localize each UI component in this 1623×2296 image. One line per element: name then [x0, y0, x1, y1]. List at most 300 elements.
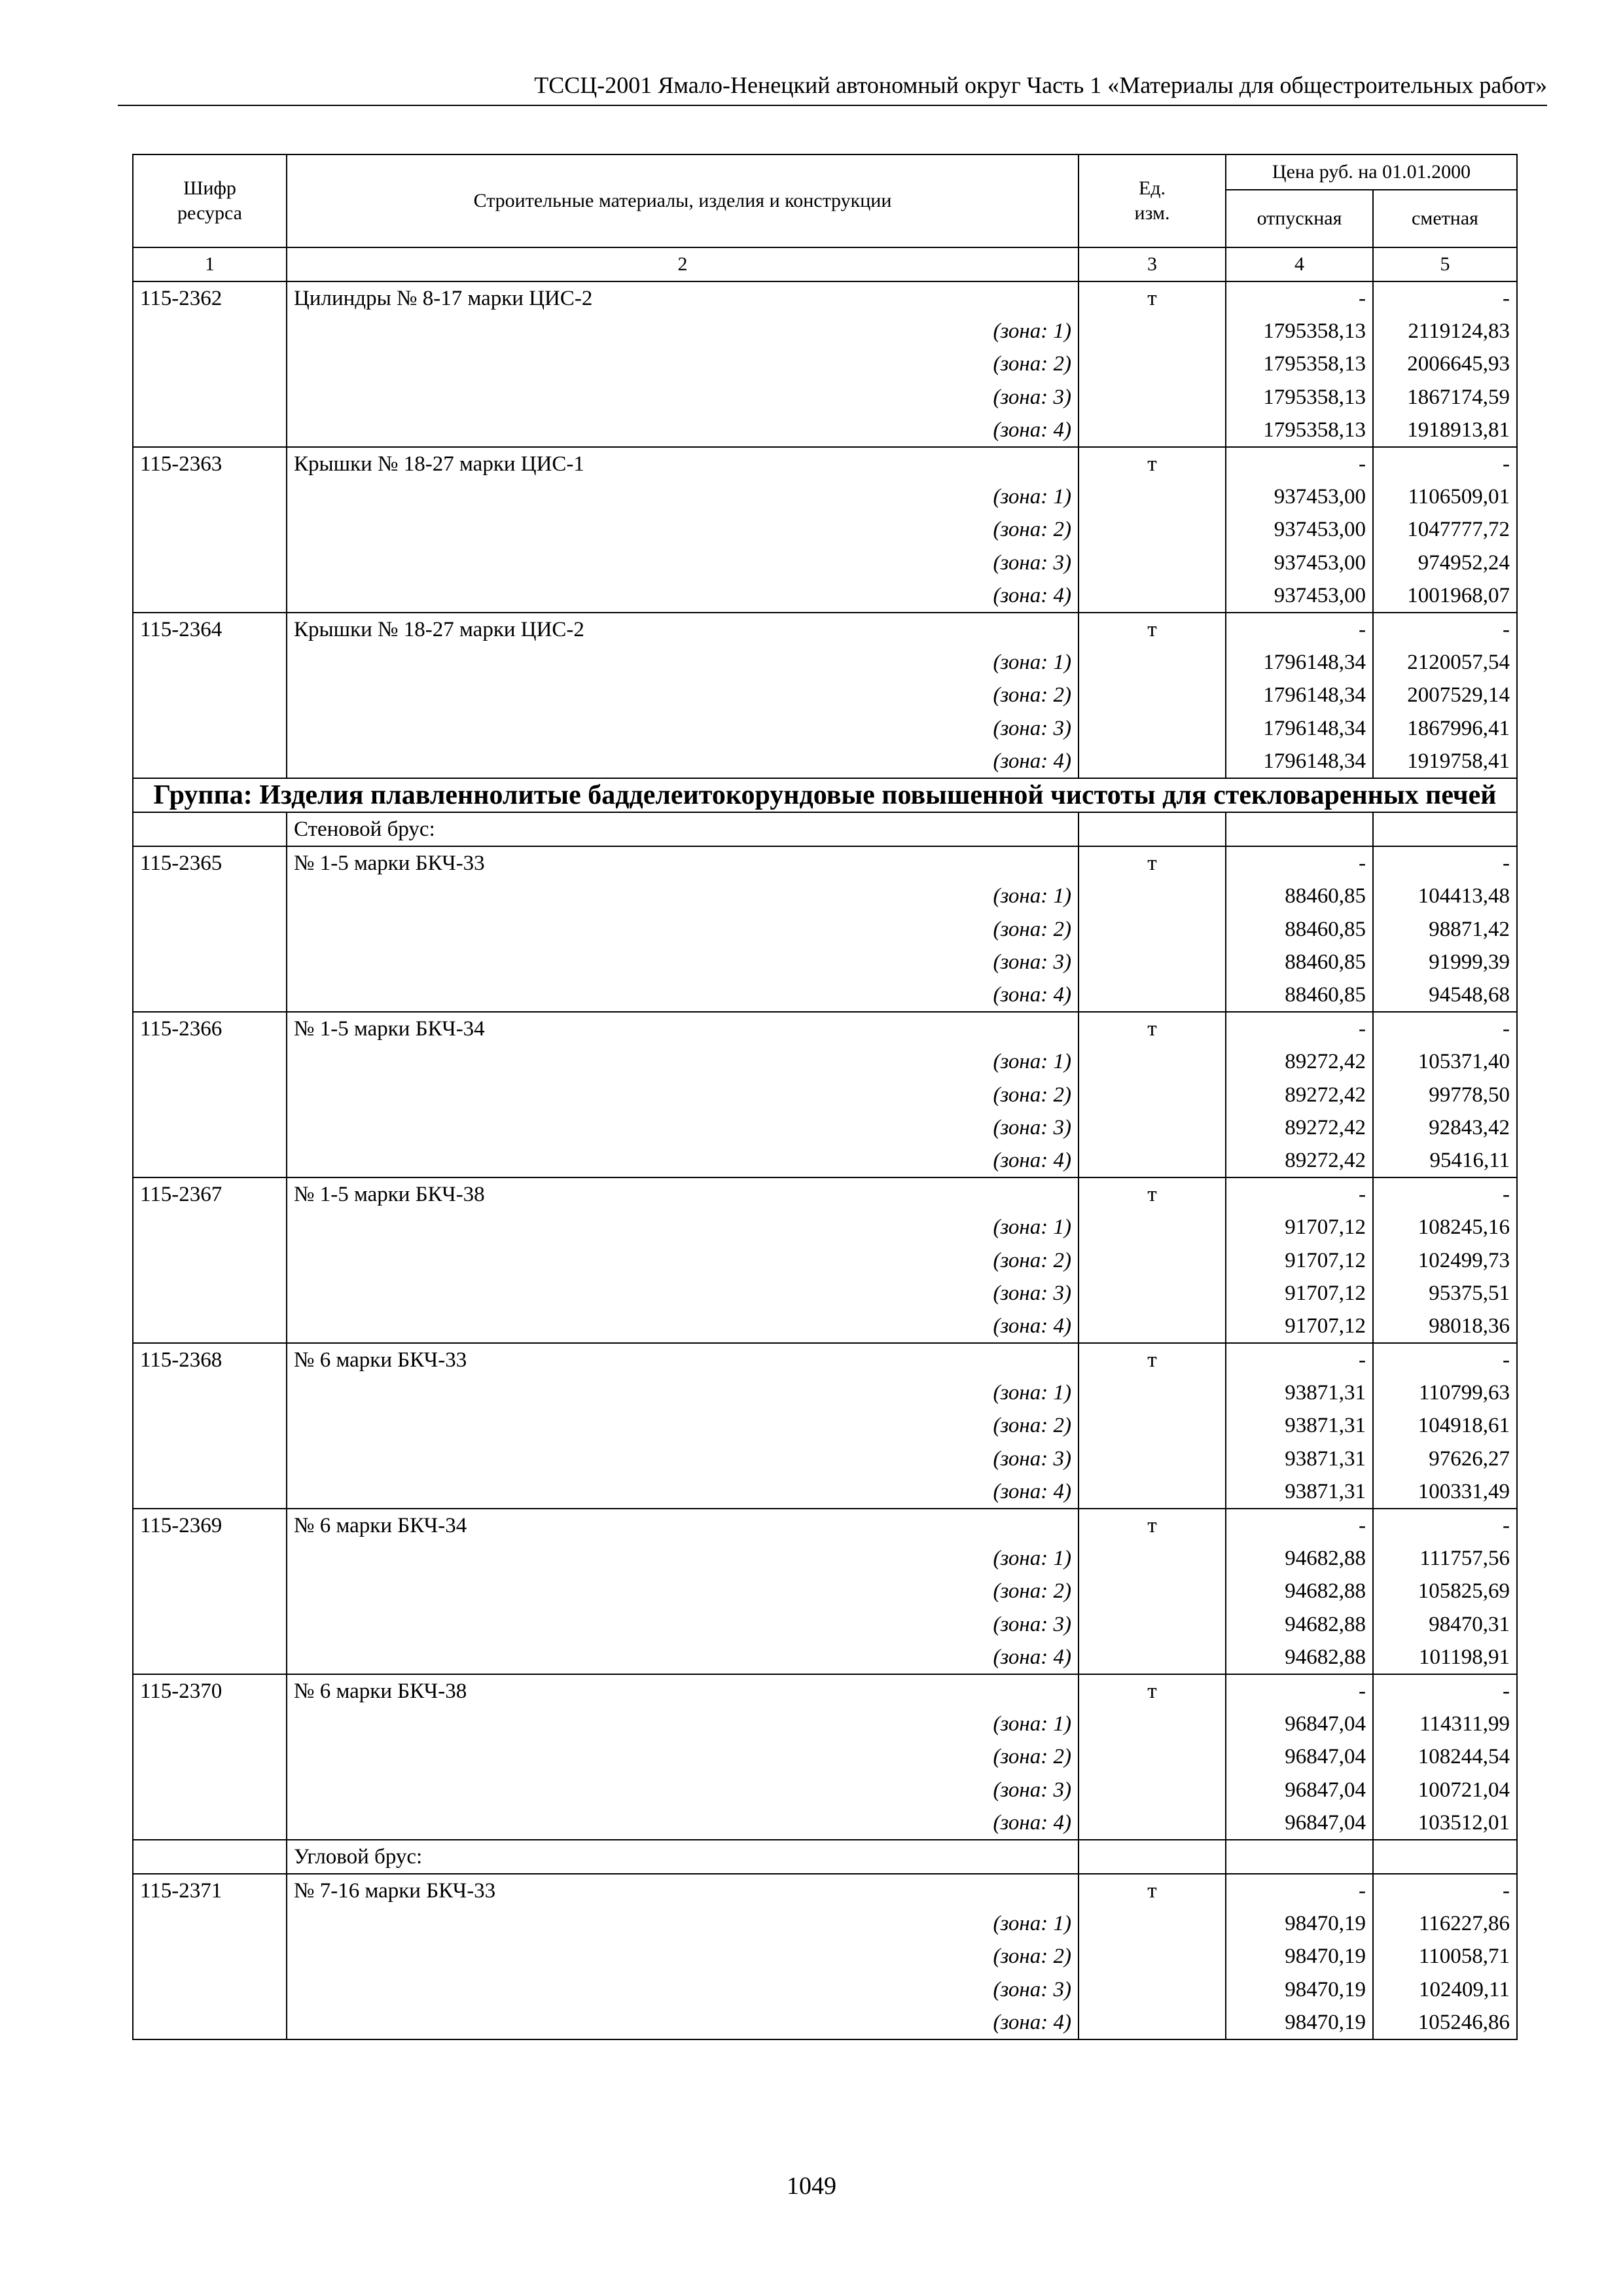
estimate-price: 1001968,07: [1373, 579, 1517, 613]
column-number: 5: [1373, 247, 1517, 281]
empty-cell: [133, 348, 287, 380]
empty-cell: [133, 1376, 287, 1409]
material-name: № 1-5 марки БКЧ-33: [287, 846, 1079, 880]
estimate-price: 2007529,14: [1373, 679, 1517, 711]
empty-cell: [1079, 1376, 1226, 1409]
resource-code: 115-2362: [133, 281, 287, 315]
zone-label: (зона: 3): [287, 711, 1079, 744]
subheading-wall: Стеновой брус:: [287, 812, 1079, 846]
release-price: 1795358,13: [1226, 315, 1373, 348]
zone-row: [133, 711, 1517, 744]
empty-cell: [133, 946, 287, 978]
estimate-price: 101198,91: [1373, 1641, 1517, 1674]
empty-cell: [1079, 1079, 1226, 1111]
resource-code: 115-2370: [133, 1674, 287, 1708]
release-price: 98470,19: [1226, 1907, 1373, 1940]
empty-cell: [133, 880, 287, 912]
resource-code: 115-2364: [133, 613, 287, 646]
zone-row: [133, 1608, 1517, 1641]
table-row: [133, 613, 1517, 646]
release-price: 89272,42: [1226, 1079, 1373, 1111]
zone-label: (зона: 3): [287, 1277, 1079, 1310]
zone-label: (зона: 4): [287, 1475, 1079, 1509]
zone-label: (зона: 2): [287, 348, 1079, 380]
zone-row: [133, 1575, 1517, 1607]
empty-cell: [1079, 913, 1226, 946]
subheading-row: [133, 812, 1517, 846]
resource-code: 115-2366: [133, 1012, 287, 1045]
zone-label: (зона: 3): [287, 1608, 1079, 1641]
zone-row: [133, 513, 1517, 546]
estimate-price: 110058,71: [1373, 1940, 1517, 1973]
empty-cell: [1079, 1773, 1226, 1806]
release-price: 89272,42: [1226, 1111, 1373, 1144]
column-number: 4: [1226, 247, 1373, 281]
estimate-price: -: [1373, 1874, 1517, 1907]
zone-row: [133, 1376, 1517, 1409]
estimate-price: 91999,39: [1373, 946, 1517, 978]
material-name: № 7-16 марки БКЧ-33: [287, 1874, 1079, 1907]
empty-cell: [1079, 1806, 1226, 1840]
estimate-price: 104918,61: [1373, 1409, 1517, 1442]
empty-cell: [1079, 547, 1226, 579]
zone-label: (зона: 4): [287, 1641, 1079, 1674]
empty-cell: [1079, 480, 1226, 513]
empty-cell: [1079, 1708, 1226, 1740]
estimate-price: -: [1373, 1509, 1517, 1542]
release-price: 96847,04: [1226, 1773, 1373, 1806]
zone-label: (зона: 2): [287, 1079, 1079, 1111]
material-name: № 6 марки БКЧ-38: [287, 1674, 1079, 1708]
empty-cell: [1079, 1244, 1226, 1276]
empty-cell: [133, 1973, 287, 2006]
zone-row: [133, 1773, 1517, 1806]
estimate-price: 2006645,93: [1373, 348, 1517, 380]
table-row: [133, 1343, 1517, 1376]
empty-cell: [1079, 1475, 1226, 1509]
zone-row: [133, 1079, 1517, 1111]
zone-row: [133, 646, 1517, 679]
empty-cell: [1079, 880, 1226, 912]
estimate-price: 2120057,54: [1373, 646, 1517, 679]
zone-row: [133, 1244, 1517, 1276]
estimate-price: 1867174,59: [1373, 381, 1517, 414]
release-price: 93871,31: [1226, 1376, 1373, 1409]
material-name: № 6 марки БКЧ-33: [287, 1343, 1079, 1376]
zone-row: [133, 348, 1517, 380]
zone-row: [133, 1542, 1517, 1575]
header-unit: Ед. изм.: [1079, 154, 1226, 247]
release-price: 91707,12: [1226, 1211, 1373, 1244]
header-estimate: сметная: [1373, 190, 1517, 247]
estimate-price: -: [1373, 846, 1517, 880]
estimate-price: 1918913,81: [1373, 414, 1517, 447]
zone-label: (зона: 1): [287, 480, 1079, 513]
header-code: Шифр ресурса: [133, 154, 287, 247]
empty-cell: [1079, 745, 1226, 778]
header-rule: [118, 105, 1547, 106]
estimate-price: 110799,63: [1373, 1376, 1517, 1409]
release-price: 88460,85: [1226, 880, 1373, 912]
empty-cell: [1079, 1409, 1226, 1442]
empty-cell: [133, 1608, 287, 1641]
estimate-price: 97626,27: [1373, 1443, 1517, 1475]
empty-cell: [133, 1475, 287, 1509]
release-price: 94682,88: [1226, 1575, 1373, 1607]
estimate-price: 1867996,41: [1373, 711, 1517, 744]
zone-label: (зона: 4): [287, 414, 1079, 447]
zone-label: (зона: 2): [287, 1740, 1079, 1773]
empty-cell: [1079, 646, 1226, 679]
estimate-price: 94548,68: [1373, 978, 1517, 1012]
release-price: 88460,85: [1226, 913, 1373, 946]
zone-row: [133, 1111, 1517, 1144]
table-row: [133, 281, 1517, 315]
material-name: Цилиндры № 8-17 марки ЦИС-2: [287, 281, 1079, 315]
zone-label: (зона: 2): [287, 1575, 1079, 1607]
empty-cell: [1079, 1045, 1226, 1078]
zone-label: (зона: 3): [287, 1773, 1079, 1806]
zone-label: (зона: 1): [287, 1211, 1079, 1244]
empty-cell: [1079, 2006, 1226, 2039]
zone-label: (зона: 2): [287, 913, 1079, 946]
estimate-price: 98470,31: [1373, 1608, 1517, 1641]
zone-label: (зона: 4): [287, 2006, 1079, 2039]
release-price: 1795358,13: [1226, 348, 1373, 380]
zone-row: [133, 1409, 1517, 1442]
table-body-cylinders: [133, 281, 1517, 778]
estimate-price: 1106509,01: [1373, 480, 1517, 513]
empty-cell: [1079, 978, 1226, 1012]
empty-cell: [1079, 579, 1226, 613]
empty-cell: [133, 745, 287, 778]
zone-label: (зона: 1): [287, 1542, 1079, 1575]
release-price: -: [1226, 1674, 1373, 1708]
column-numbers-row: [133, 247, 1517, 281]
zone-label: (зона: 4): [287, 745, 1079, 778]
table-body-wall: [133, 846, 1517, 1840]
empty-cell: [133, 1111, 287, 1144]
table-row: [133, 1674, 1517, 1708]
estimate-price: -: [1373, 1012, 1517, 1045]
zone-label: (зона: 3): [287, 1973, 1079, 2006]
zone-label: (зона: 1): [287, 1907, 1079, 1940]
release-price: 937453,00: [1226, 513, 1373, 546]
empty-cell: [133, 1443, 287, 1475]
release-price: -: [1226, 1343, 1373, 1376]
estimate-price: 2119124,83: [1373, 315, 1517, 348]
empty-cell: [1079, 513, 1226, 546]
release-price: -: [1226, 281, 1373, 315]
unit-cell: т: [1079, 846, 1226, 880]
empty-cell: [133, 381, 287, 414]
unit-cell: т: [1079, 281, 1226, 315]
estimate-price: -: [1373, 613, 1517, 646]
table-row: [133, 1509, 1517, 1542]
release-price: 96847,04: [1226, 1708, 1373, 1740]
zone-row: [133, 414, 1517, 447]
table-row: [133, 447, 1517, 480]
empty-cell: [133, 1045, 287, 1078]
release-price: -: [1226, 1509, 1373, 1542]
empty-cell: [133, 1244, 287, 1276]
material-name: № 1-5 марки БКЧ-38: [287, 1177, 1079, 1211]
release-price: 94682,88: [1226, 1641, 1373, 1674]
group-heading-row: [133, 778, 1517, 812]
empty-cell: [133, 1806, 287, 1840]
column-number: 2: [287, 247, 1079, 281]
zone-row: [133, 1310, 1517, 1343]
page-number: 1049: [787, 2172, 836, 2200]
empty-cell: [133, 646, 287, 679]
zone-row: [133, 1144, 1517, 1177]
table-row: [133, 1874, 1517, 1907]
release-price: -: [1226, 1874, 1373, 1907]
empty-cell: [1079, 711, 1226, 744]
zone-row: [133, 1907, 1517, 1940]
release-price: 937453,00: [1226, 579, 1373, 613]
resource-code: 115-2369: [133, 1509, 287, 1542]
empty-cell: [1079, 1740, 1226, 1773]
material-name: № 6 марки БКЧ-34: [287, 1509, 1079, 1542]
estimate-price: 105246,86: [1373, 2006, 1517, 2039]
estimate-price: 105371,40: [1373, 1045, 1517, 1078]
empty-cell: [1079, 946, 1226, 978]
release-price: 88460,85: [1226, 978, 1373, 1012]
estimate-price: 98871,42: [1373, 913, 1517, 946]
release-price: 1796148,34: [1226, 711, 1373, 744]
resource-code: 115-2363: [133, 447, 287, 480]
release-price: 1795358,13: [1226, 381, 1373, 414]
zone-row: [133, 679, 1517, 711]
estimate-price: 974952,24: [1373, 547, 1517, 579]
zone-row: [133, 381, 1517, 414]
zone-label: (зона: 1): [287, 646, 1079, 679]
release-price: 89272,42: [1226, 1144, 1373, 1177]
estimate-price: -: [1373, 1343, 1517, 1376]
zone-label: (зона: 1): [287, 1045, 1079, 1078]
estimate-price: 104413,48: [1373, 880, 1517, 912]
estimate-price: 98018,36: [1373, 1310, 1517, 1343]
zone-row: [133, 1277, 1517, 1310]
empty-cell: [1079, 1575, 1226, 1607]
release-price: 93871,31: [1226, 1443, 1373, 1475]
empty-cell: [1079, 348, 1226, 380]
estimate-price: -: [1373, 281, 1517, 315]
zone-label: (зона: 1): [287, 1376, 1079, 1409]
release-price: 98470,19: [1226, 2006, 1373, 2039]
release-price: 937453,00: [1226, 480, 1373, 513]
column-number: 1: [133, 247, 287, 281]
estimate-price: 108245,16: [1373, 1211, 1517, 1244]
zone-label: (зона: 4): [287, 579, 1079, 613]
header-price: Цена руб. на 01.01.2000: [1226, 154, 1517, 190]
zone-label: (зона: 3): [287, 381, 1079, 414]
unit-cell: т: [1079, 1674, 1226, 1708]
estimate-price: 1919758,41: [1373, 745, 1517, 778]
estimate-price: -: [1373, 1674, 1517, 1708]
group-title: Группа: Изделия плавленнолитые бадделеитокорундовые повышенной чистоты для стекловаренных печей: [133, 778, 1517, 812]
zone-row: [133, 1211, 1517, 1244]
empty-cell: [1079, 381, 1226, 414]
release-price: 93871,31: [1226, 1475, 1373, 1509]
table-row: [133, 1177, 1517, 1211]
table-row: [133, 1012, 1517, 1045]
zone-label: (зона: 1): [287, 880, 1079, 912]
estimate-price: 103512,01: [1373, 1806, 1517, 1840]
zone-label: (зона: 3): [287, 946, 1079, 978]
zone-label: (зона: 2): [287, 679, 1079, 711]
empty-cell: [133, 2006, 287, 2039]
zone-row: [133, 315, 1517, 348]
subheading-row: [133, 1840, 1517, 1874]
release-price: 98470,19: [1226, 1973, 1373, 2006]
zone-row: [133, 547, 1517, 579]
material-name: Крышки № 18-27 марки ЦИС-1: [287, 447, 1079, 480]
empty-cell: [133, 547, 287, 579]
group-section: [133, 778, 1517, 846]
zone-row: [133, 1740, 1517, 1773]
empty-cell: [133, 1409, 287, 1442]
unit-cell: т: [1079, 1177, 1226, 1211]
release-price: 89272,42: [1226, 1045, 1373, 1078]
estimate-price: 1047777,72: [1373, 513, 1517, 546]
estimate-price: -: [1373, 447, 1517, 480]
release-price: 91707,12: [1226, 1277, 1373, 1310]
estimate-price: 102409,11: [1373, 1973, 1517, 2006]
empty-cell: [133, 1542, 287, 1575]
unit-cell: т: [1079, 1343, 1226, 1376]
zone-row: [133, 745, 1517, 778]
estimate-price: 100721,04: [1373, 1773, 1517, 1806]
zone-row: [133, 1806, 1517, 1840]
release-price: 91707,12: [1226, 1244, 1373, 1276]
table-header: [133, 154, 1517, 281]
estimate-price: 114311,99: [1373, 1708, 1517, 1740]
release-price: 1796148,34: [1226, 745, 1373, 778]
empty-cell: [1079, 1542, 1226, 1575]
empty-cell: [133, 1940, 287, 1973]
unit-cell: т: [1079, 1012, 1226, 1045]
release-price: 88460,85: [1226, 946, 1373, 978]
empty-cell: [1079, 1973, 1226, 2006]
zone-label: (зона: 2): [287, 1244, 1079, 1276]
empty-cell: [133, 1708, 287, 1740]
estimate-price: 116227,86: [1373, 1907, 1517, 1940]
release-price: -: [1226, 1177, 1373, 1211]
zone-row: [133, 880, 1517, 912]
empty-cell: [1079, 414, 1226, 447]
empty-cell: [133, 711, 287, 744]
zone-row: [133, 1940, 1517, 1973]
zone-label: (зона: 2): [287, 1940, 1079, 1973]
zone-label: (зона: 1): [287, 1708, 1079, 1740]
empty-cell: [133, 1907, 287, 1940]
empty-cell: [133, 315, 287, 348]
column-number: 3: [1079, 247, 1226, 281]
zone-row: [133, 579, 1517, 613]
empty-cell: [133, 1079, 287, 1111]
resource-code: 115-2365: [133, 846, 287, 880]
estimate-price: 108244,54: [1373, 1740, 1517, 1773]
empty-cell: [1079, 1443, 1226, 1475]
empty-cell: [1079, 1641, 1226, 1674]
empty-cell: [1079, 1211, 1226, 1244]
empty-cell: [1079, 1907, 1226, 1940]
material-name: № 1-5 марки БКЧ-34: [287, 1012, 1079, 1045]
empty-cell: [133, 1740, 287, 1773]
zone-label: (зона: 1): [287, 315, 1079, 348]
estimate-price: 100331,49: [1373, 1475, 1517, 1509]
release-price: 94682,88: [1226, 1542, 1373, 1575]
empty-cell: [133, 513, 287, 546]
empty-cell: [133, 1277, 287, 1310]
estimate-price: 95375,51: [1373, 1277, 1517, 1310]
release-price: 1795358,13: [1226, 414, 1373, 447]
empty-cell: [133, 679, 287, 711]
unit-cell: т: [1079, 1874, 1226, 1907]
zone-label: (зона: 4): [287, 1310, 1079, 1343]
header-name: Строительные материалы, изделия и конструкции: [287, 154, 1079, 247]
empty-cell: [133, 414, 287, 447]
empty-cell: [1079, 1144, 1226, 1177]
release-price: -: [1226, 447, 1373, 480]
empty-cell: [133, 1575, 287, 1607]
empty-cell: [1079, 1277, 1226, 1310]
empty-cell: [133, 978, 287, 1012]
zone-row: [133, 1973, 1517, 2006]
unit-cell: т: [1079, 1509, 1226, 1542]
zone-row: [133, 480, 1517, 513]
empty-cell: [133, 1310, 287, 1343]
empty-cell: [1079, 1940, 1226, 1973]
estimate-price: 92843,42: [1373, 1111, 1517, 1144]
release-price: 91707,12: [1226, 1310, 1373, 1343]
release-price: 1796148,34: [1226, 679, 1373, 711]
release-price: -: [1226, 613, 1373, 646]
release-price: 93871,31: [1226, 1409, 1373, 1442]
release-price: 96847,04: [1226, 1806, 1373, 1840]
empty-cell: [1079, 679, 1226, 711]
table-row: [133, 846, 1517, 880]
release-price: -: [1226, 1012, 1373, 1045]
zone-label: (зона: 4): [287, 978, 1079, 1012]
release-price: 98470,19: [1226, 1940, 1373, 1973]
zone-row: [133, 1708, 1517, 1740]
table-body-corner: [133, 1874, 1517, 2039]
estimate-price: -: [1373, 1177, 1517, 1211]
zone-label: (зона: 2): [287, 1409, 1079, 1442]
corner-section: [133, 1840, 1517, 1874]
zone-row: [133, 1641, 1517, 1674]
unit-cell: т: [1079, 613, 1226, 646]
price-table: [132, 154, 1518, 2040]
empty-cell: [133, 1144, 287, 1177]
empty-cell: [1079, 1608, 1226, 1641]
zone-row: [133, 978, 1517, 1012]
subheading-corner: Угловой брус:: [287, 1840, 1079, 1874]
release-price: 96847,04: [1226, 1740, 1373, 1773]
zone-row: [133, 913, 1517, 946]
empty-cell: [133, 480, 287, 513]
estimate-price: 95416,11: [1373, 1144, 1517, 1177]
estimate-price: 111757,56: [1373, 1542, 1517, 1575]
header-release: отпускная: [1226, 190, 1373, 247]
zone-row: [133, 1475, 1517, 1509]
zone-label: (зона: 3): [287, 1111, 1079, 1144]
resource-code: 115-2367: [133, 1177, 287, 1211]
resource-code: 115-2368: [133, 1343, 287, 1376]
